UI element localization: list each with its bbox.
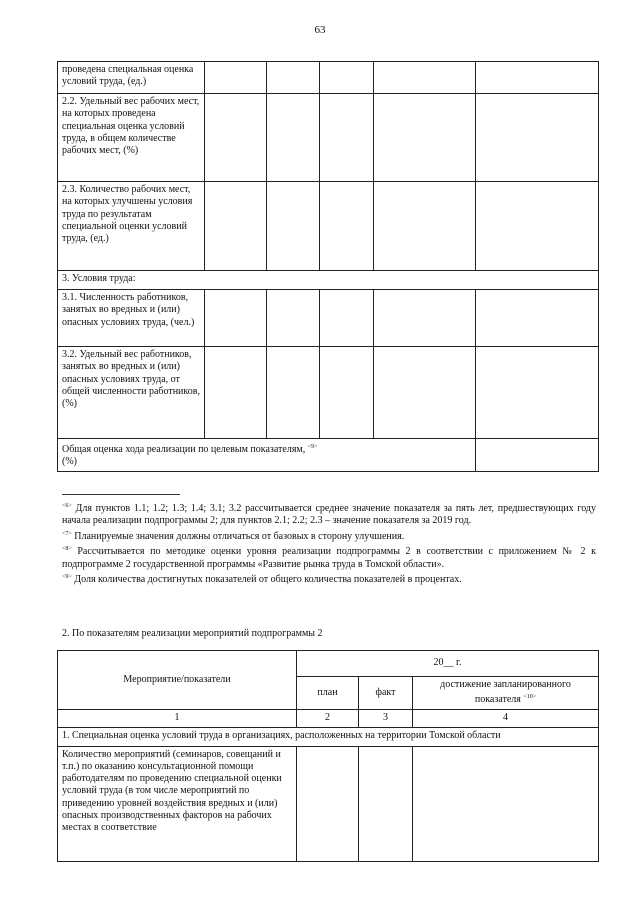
year-header: 20__ г.: [297, 651, 599, 677]
footnote: $^{<7>}$ Планируемые значения должны отличаться от базовых в сторону улучшения.: [62, 530, 405, 542]
table-row: [58, 271, 599, 290]
page-number: 63: [314, 24, 326, 36]
row-label: Количество мероприятий (семинаров, совещаний и т.п.) по оказанию консультационной помощи работодателям по проведению специальной оценки условий труда (в том числе мероприятий по приведению уровней воздействия вредных и (или) опасных производственных факторов на рабочих местах в соответствие: [58, 746, 297, 861]
column-header-fact: факт: [359, 677, 413, 710]
activities-table: [57, 650, 599, 862]
footnotes: [62, 500, 596, 586]
row-label: 2.3. Количество рабочих мест, на которых улучшены условия труда по результатам специальной оценки условий труда, (ед.): [58, 182, 205, 271]
section-row: 1. Специальная оценка условий труда в организациях, расположенных на территории Томской области: [58, 727, 599, 746]
table-row: [58, 94, 599, 182]
column-number: 2: [297, 709, 359, 727]
table-row: [58, 290, 599, 347]
column-number: 4: [413, 709, 599, 727]
column-header-achievement: достижение запланированного показателя $^{<10>}$: [413, 677, 599, 710]
column-header: Мероприятие/показатели: [58, 651, 297, 710]
table-row: [58, 439, 599, 472]
footnote-ref: <9>: [307, 444, 318, 450]
table-row: [58, 182, 599, 271]
column-number: 3: [359, 709, 413, 727]
total-label: Общая оценка хода реализации по целевым показателям, $^{<9>}$ (%): [58, 439, 476, 472]
section-row: 3. Условия труда:: [58, 271, 599, 290]
row-label: 3.1. Численность работников, занятых во вредных и (или) опасных условиях труда, (чел.): [58, 290, 205, 347]
row-label: 3.2. Удельный вес работников, занятых во вредных и (или) опасных условиях труда, от общей численности работников, (%): [58, 347, 205, 439]
indicators-table: [57, 61, 599, 472]
table-row: [58, 347, 599, 439]
footnote: $^{<9>}$ Доля количества достигнутых показателей от общего количества показателей в процентах.: [62, 574, 462, 586]
footnote-ref: <10>: [523, 694, 537, 701]
table-row: [58, 62, 599, 94]
row-label: 2.2. Удельный вес рабочих мест, на которых проведена специальная оценка условий труда, в общем количестве рабочих мест, (%): [58, 94, 205, 182]
section-title: 2. По показателям реализации мероприятий подпрограммы 2: [62, 628, 323, 639]
footnote-separator: [62, 494, 180, 495]
footnote: $^{<6>}$ Для пунктов 1.1; 1.2; 1.3; 1.4; 3.1; 3.2 рассчитывается среднее значение показателя за пять лет, предшествующих году начала реализации подпрограммы 2; для пунктов 2.1; 2.2; 2.3 – значение показателя за 2019 год.: [62, 503, 597, 527]
column-header-plan: план: [297, 677, 359, 710]
footnote: $^{<8>}$ Рассчитывается по методике оценки уровня реализации подпрограммы 2 в соответствии с приложением № 2 к подпрограмме 2 государственной программы «Развитие рынка труда в Томской области».: [62, 546, 596, 570]
column-number: 1: [58, 709, 297, 727]
row-label: проведена специальная оценка условий труда, (ед.): [58, 62, 205, 94]
